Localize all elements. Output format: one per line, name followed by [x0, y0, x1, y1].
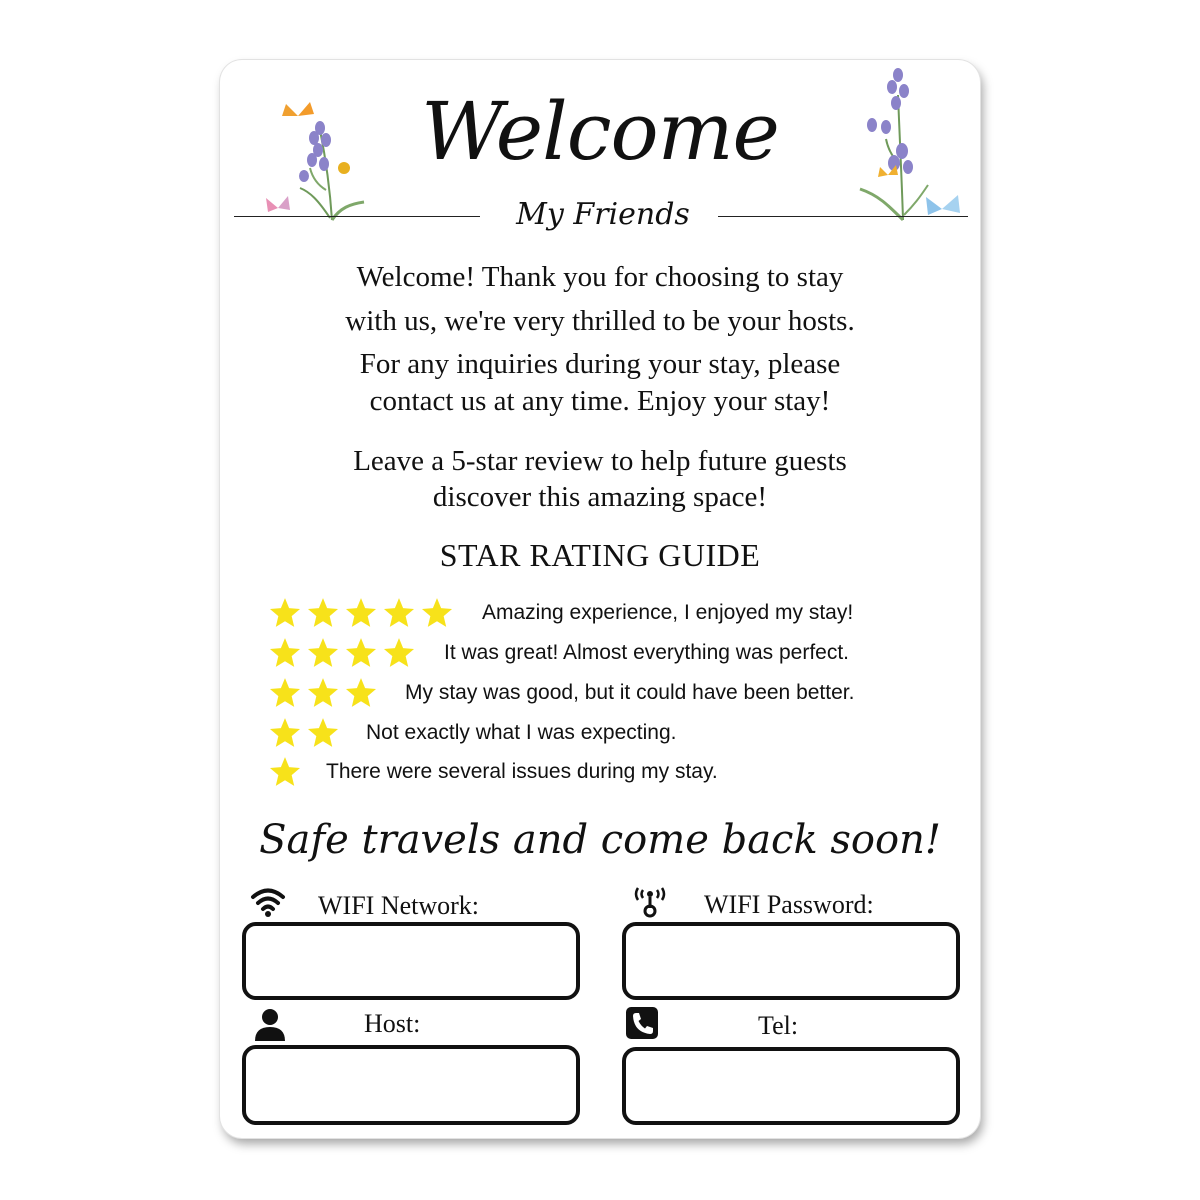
subtitle: My Friends: [516, 197, 690, 232]
star-icon: [306, 636, 340, 670]
star-icon: [268, 676, 302, 710]
star-icon: [344, 636, 378, 670]
star-icon: [420, 596, 454, 630]
star-icon: [268, 596, 302, 630]
intro-line-2: with us, we're very thrilled to be your hosts.: [345, 305, 855, 337]
welcome-title: Welcome: [421, 85, 779, 178]
rating-text: Amazing experience, I enjoyed my stay!: [482, 601, 854, 624]
wifi-password-label: WIFI Password:: [704, 890, 874, 919]
wifi-icon: [250, 884, 286, 920]
star-icon: [268, 636, 302, 670]
rating-text: My stay was good, but it could have been better.: [405, 681, 855, 704]
rating-text: It was great! Almost everything was perfect.: [444, 641, 850, 664]
rating-row-3: [268, 675, 854, 711]
star-rating-guide-title: STAR RATING GUIDE: [439, 537, 761, 573]
router-icon: [632, 882, 668, 918]
host-label: Host:: [364, 1009, 421, 1038]
intro-line-3: For any inquiries during your stay, please: [359, 348, 841, 380]
review-line-1: Leave a 5-star review to help future guests: [353, 445, 847, 477]
star-group: [268, 636, 416, 670]
rating-text: There were several issues during my stay.: [326, 760, 718, 783]
star-icon: [268, 755, 302, 789]
star-group: [268, 676, 378, 710]
star-icon: [268, 716, 302, 750]
star-group: [268, 596, 454, 630]
divider-left: [234, 216, 480, 217]
rating-row-1: [268, 754, 718, 790]
farewell-message: Safe travels and come back soon!: [259, 817, 941, 863]
tel-field[interactable]: [622, 1047, 960, 1125]
intro-line-4: contact us at any time. Enjoy your stay!: [369, 385, 831, 417]
rating-text: Not exactly what I was expecting.: [366, 721, 677, 744]
star-icon: [306, 716, 340, 750]
rating-row-2: [268, 715, 676, 751]
welcome-sign: [220, 60, 980, 1138]
star-group: [268, 716, 340, 750]
host-field[interactable]: [242, 1045, 580, 1125]
wifi-network-label: WIFI Network:: [318, 891, 480, 920]
phone-icon: [624, 1005, 660, 1041]
star-icon: [382, 596, 416, 630]
wifi-password-field[interactable]: [622, 922, 960, 1000]
star-icon: [382, 636, 416, 670]
blue-butterfly-icon: [926, 195, 960, 215]
star-icon: [344, 676, 378, 710]
tel-label: Tel:: [758, 1011, 799, 1040]
star-icon: [306, 676, 340, 710]
review-line-2: discover this amazing space!: [432, 481, 768, 513]
wifi-network-field[interactable]: [242, 922, 580, 1000]
star-icon: [344, 596, 378, 630]
rating-row-4: [268, 635, 849, 671]
rating-row-5: [268, 595, 853, 631]
pink-butterfly-icon: [266, 196, 290, 212]
divider-right: [718, 216, 968, 217]
star-icon: [306, 596, 340, 630]
person-icon: [252, 1006, 288, 1042]
intro-line-1: Welcome! Thank you for choosing to stay: [356, 261, 844, 293]
review-request: [240, 443, 960, 515]
star-group: [268, 755, 302, 789]
